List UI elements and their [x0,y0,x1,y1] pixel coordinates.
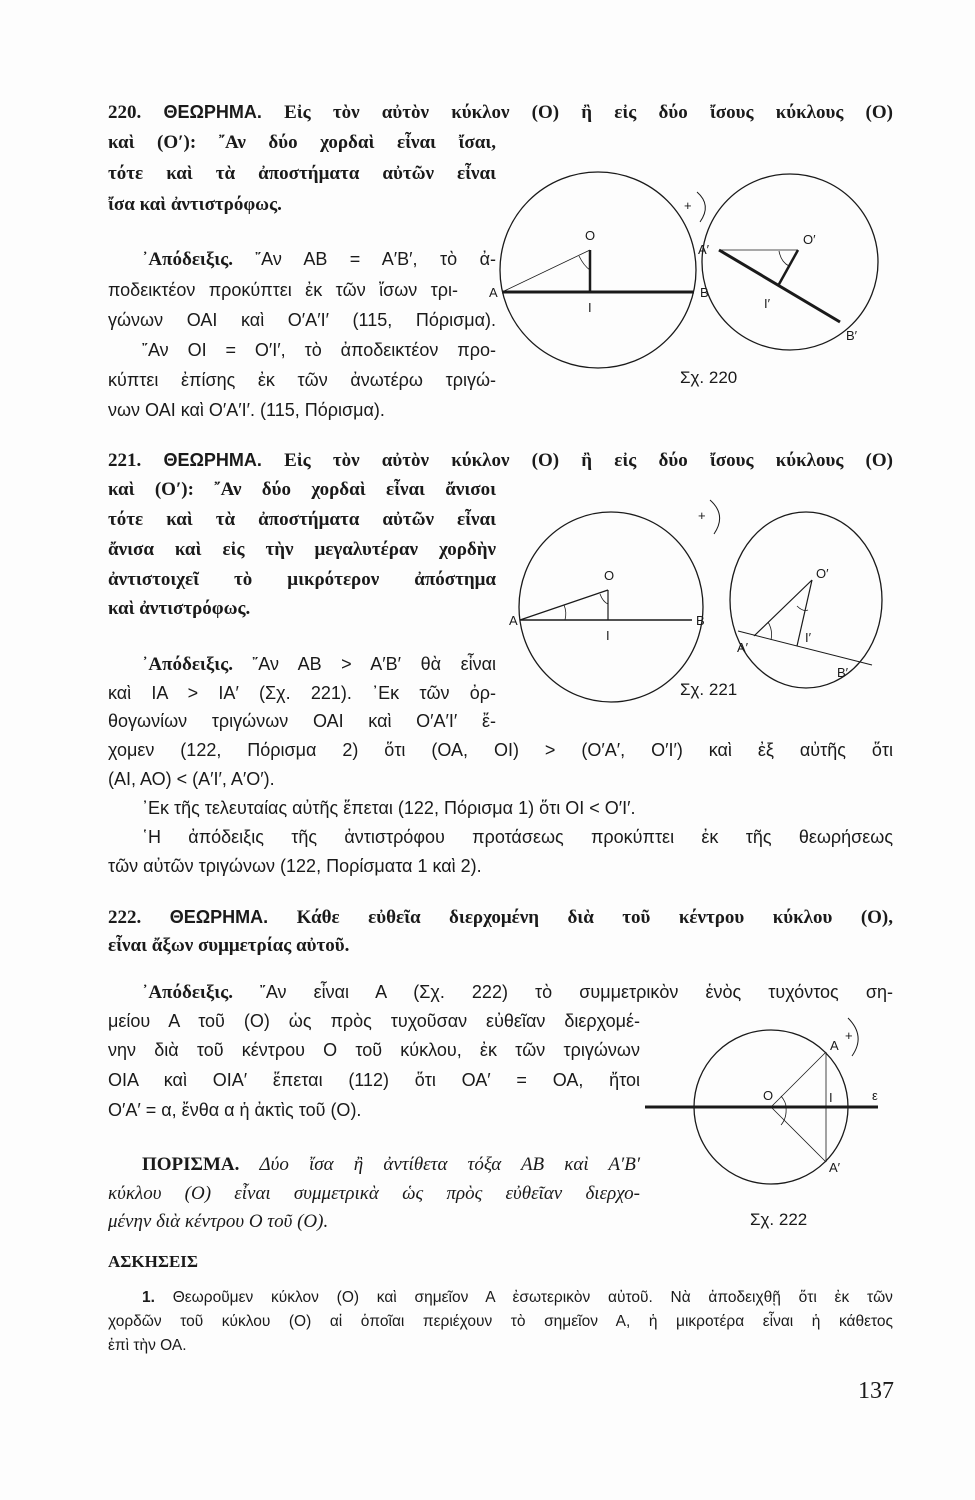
figure-caption-220: Σχ. 220 [680,368,738,387]
distance-o2i2 [778,250,798,286]
statement-text: Κάθε εὐθεῖα διερχομένη διὰ τοῦ κέντρου κύκλου (Ο), [296,907,893,928]
figure-caption-222: Σχ. 222 [750,1210,808,1229]
angle-mark [564,605,566,620]
proof-line: (ΑΙ, ΑΟ) < (Α′Ι′, Α′Ο′). [108,769,275,789]
proof-label: ᾿Απόδειξις. [142,654,233,675]
proof-line: ῾Η ἀπόδειξις τῆς ἀντιστρόφου προτάσεως προκύπτει ἐκ τῆς θεωρήσεως [142,827,894,847]
label: A′ [829,1160,841,1175]
statement-text: Εἰς τὸν αὐτὸν κύκλον (Ο) ἢ εἰς δύο ἴσους κύκλους (Ο) [284,450,893,471]
rotation-arrow-icon [710,500,720,534]
label: ε [872,1088,878,1103]
label: B′ [837,665,849,680]
statement-line: ἴσα καὶ ἀντιστρόφως. [108,194,282,215]
proof-line: νων ΟΑΙ καὶ Ο′Α′Ι′. (115, Πόρισμα). [108,400,385,420]
radius-oa2 [771,1107,826,1162]
proof-line: ποδεικτέον προκύπτει ἐκ τῶν ἴσων τρι- [108,280,458,300]
figure-caption-221: Σχ. 221 [680,680,738,699]
statement-text: Εἰς τὸν αὐτὸν κύκλον (Ο) ἢ εἰς δύο ἴσους κύκλους (Ο) [284,102,893,123]
theorem-heading: ΘΕΩΡΗΜΑ. [169,907,269,927]
exercise-line: χορδῶν τοῦ κύκλου (Ο) αἱ ὁποῖαι περιέχουν τὸ σημεῖον Α, ἡ μικροτέρα εἶναι ἡ κάθετος [108,1313,894,1330]
label: O [604,568,615,583]
label: + [845,1028,853,1043]
proof-line: μείου Α τοῦ (Ο) ὡς πρὸς τυχοῦσαν εὐθεῖαν διερχομέ- [108,1011,640,1031]
proof-line: ῎Αν ΟΙ = Ο′Ι′, τὸ ἀποδεικτέον προ- [142,340,496,360]
label: I [588,300,592,315]
statement-line: τότε καὶ τὰ ἀποστήματα αὐτῶν εἶναι [108,163,497,184]
label: O′ [816,566,829,581]
section-number: 220. [108,102,142,123]
angle-mark [779,251,789,266]
statement-line: ἄνισα καὶ εἰς τὴν μεγαλυτέραν χορδὴν [108,539,497,560]
statement-line: τότε καὶ τὰ ἀποστήματα αὐτῶν εἶναι [108,509,497,530]
label: I [606,628,610,643]
exercises-title: ΑΣΚΗΣΕΙΣ [108,1252,199,1271]
exercise-text: Θεωροῦμεν κύκλον (Ο) καὶ σημεῖον Α ἐσωτερικὸν αὐτοῦ. Νὰ ἀποδειχθῇ ὅτι ἐκ τῶν [172,1289,893,1306]
proof-line: θογωνίων τριγώνων ΟΑΙ καὶ Ο′Α′Ι′ ἔ- [108,711,497,731]
label: O [763,1088,774,1103]
label: B [696,613,705,628]
angle-mark [579,256,590,270]
label: B [700,285,709,300]
proof-label: ᾿Απόδειξις. [142,982,233,1003]
section-number: 222. [108,907,142,928]
radius-oa [502,250,590,292]
statement-line: καὶ (Ο′): ῎Αν δύο χορδαὶ εἶναι ἄνισοι [108,479,497,500]
statement-line: καὶ (Ο′): ῎Αν δύο χορδαὶ εἶναι ἴσαι, [108,132,496,153]
corollary-text: Δύο ἴσα ἢ ἀντίθετα τόξα ΑΒ καὶ Α′Β′ [259,1154,640,1175]
exercise-number: 1. [142,1289,155,1306]
theorem-heading: ΘΕΩΡΗΜΑ. [163,102,262,122]
figure-222 [645,1018,878,1184]
figure-220 [489,172,878,368]
proof-text: ῎Αν εἶναι Α (Σχ. 222) τὸ συμμετρικὸν ἑνὸς τυχόντος ση- [259,982,893,1002]
label: + [684,198,692,213]
chord-a2b2 [719,250,840,322]
exercise-line: ἐπὶ τὴν ΟΑ. [108,1337,187,1354]
proof-line: γώνων ΟΑΙ καὶ Ο′Α′Ι′ (115, Πόρισμα). [108,310,496,330]
statement-line: ἀντιστοιχεῖ τὸ μικρότερον ἀπόστημα [108,569,497,590]
label: A′ [737,640,749,655]
statement-line: εἶναι ἄξων συμμετρίας αὐτοῦ. [108,935,350,956]
proof-line: ᾿Εκ τῆς τελευταίας αὐτῆς ἕπεται (122, Πόρισμα 1) ὅτι ΟΙ < Ο′Ι′. [142,798,636,818]
proof-text: ῎Αν ΑΒ = Α′Β′, τὸ ἀ- [255,249,496,269]
angle-mark [600,594,608,604]
radius-oa [771,1052,826,1107]
theorem-heading: ΘΕΩΡΗΜΑ. [163,450,262,470]
circle-o [519,512,703,702]
radius-o2a2 [754,580,812,636]
label: O [585,228,596,243]
corollary-line: μένην διὰ κέντρου Ο τοῦ (Ο). [108,1211,329,1232]
statement-line: καὶ ἀντιστρόφως. [108,598,251,619]
rotation-arrow-icon [697,192,705,222]
proof-line: καὶ ΙΑ > ΙΑ′ (Σχ. 221). ᾿Εκ τῶν ὀρ- [108,683,497,703]
label: I′ [805,630,812,645]
proof-line: κύπτει ἐπίσης ἐκ τῶν ἀνωτέρω τριγώ- [108,370,497,390]
angle-mark [768,622,772,640]
label: A [509,613,518,628]
proof-line: νην διὰ τοῦ κέντρου Ο τοῦ κύκλου, ἐκ τῶν τριγώνων [108,1040,640,1060]
proof-line: τῶν αὐτῶν τριγώνων (122, Πορίσματα 1 καὶ 2). [108,856,482,876]
label: B′ [846,328,858,343]
label: I [829,1090,833,1105]
page-number: 137 [858,1378,894,1404]
proof-line: χομεν (122, Πόρισμα 2) ὅτι (ΟΑ, ΟΙ) > (Ο′Α′, Ο′Ι′) καὶ ἐξ αὐτῆς ὅτι [108,740,894,760]
circle-o [500,172,696,368]
proof-text: ῎Αν ΑΒ > Α′Β′ θὰ εἶναι [252,654,497,674]
angle-mark [781,1096,786,1107]
label: I′ [764,296,771,311]
proof-label: ᾿Απόδειξις. [142,249,233,270]
label: A [830,1038,839,1053]
label: O′ [803,232,816,247]
proof-line: Ο′Α′ = α, ἔνθα α ἡ ἀκτὶς τοῦ (Ο). [108,1100,362,1120]
angle-mark [781,1107,786,1125]
label: A′ [698,242,710,257]
proof-line: ΟΙΑ καὶ ΟΙΑ′ ἕπεται (112) ὅτι ΟΑ′ = ΟΑ, ἤτοι [108,1070,641,1090]
label: + [698,508,706,523]
corollary-label: ΠΟΡΙΣΜΑ. [142,1154,240,1175]
section-number: 221. [108,450,142,471]
figure-221 [509,500,882,702]
corollary-line: κύκλου (Ο) εἶναι συμμετρικὰ ὡς πρὸς εὐθεῖαν διερχο- [108,1183,640,1204]
label: A [489,285,498,300]
